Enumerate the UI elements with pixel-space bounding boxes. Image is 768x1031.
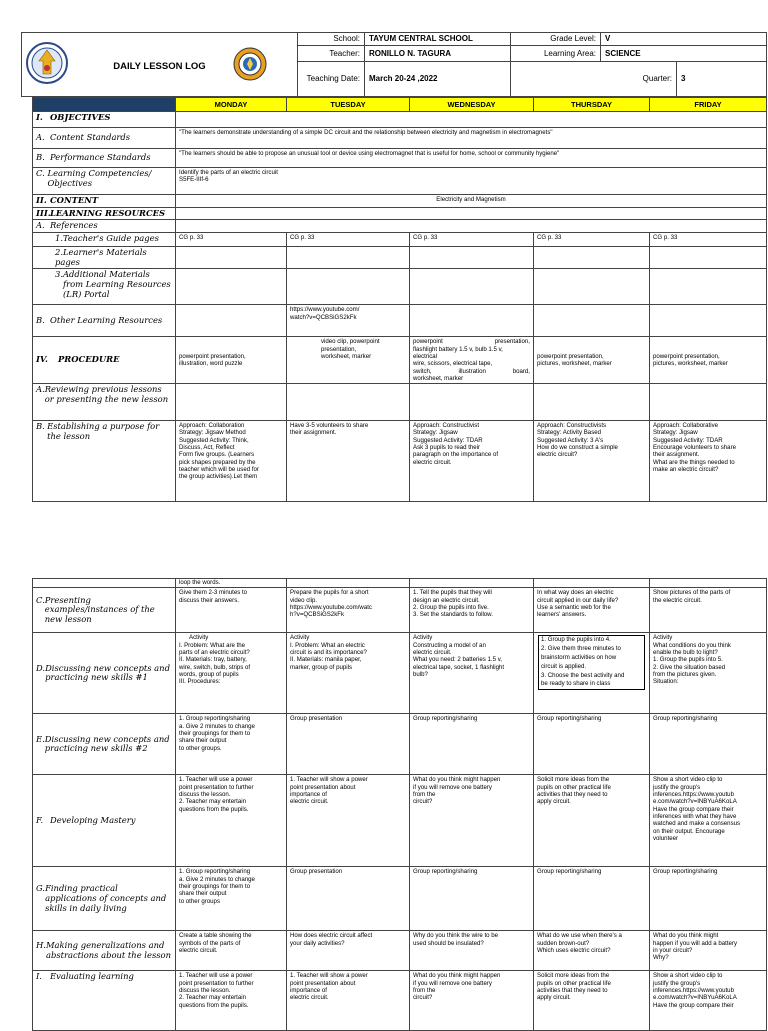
corner-cell (33, 98, 176, 112)
presenting-wed: 1. Tell the pupils that they will design an electric circuit. 2. Group the pupils into five. 3. Set the standards to follow. (410, 588, 534, 633)
purpose-thu: Approach: Constructivists Strategy: Activity Based Suggested Activity: 3 A's How do we construct a simple electric circuit? (534, 421, 650, 502)
row-other-resources-label: B. Other Learning Resources (33, 305, 176, 337)
generalizations-wed: Why do you think the wire to be used should be insulated? (410, 931, 534, 971)
additional-materials-mon (176, 269, 287, 305)
date-label: Teaching Date: (298, 62, 365, 97)
evaluating-tue: 1. Teacher will show a power point presentation about importance of electric circuit. (287, 971, 410, 1031)
row-references-content (176, 220, 767, 233)
additional-materials-wed (410, 269, 534, 305)
mastery-thu: Solicit more ideas from the pupils on other practical life activities that they need to apply circuit. (534, 775, 650, 867)
row-practical-label: G. Finding practical applications of concepts and skills in daily living (33, 867, 176, 931)
practical-thu: Group reporting/sharing (534, 867, 650, 931)
new-concepts-1-tue: Activity I. Problem: What an electric circuit is and its importance? II. Materials: manila paper, marker, group of pupils (287, 633, 410, 714)
presenting-tue: Prepare the pupils for a short video clip. https://www.youtube.com/watc h?v=QCBSiGS2kFk (287, 588, 410, 633)
row-competencies-label: C. Learning Competencies/ Objectives (33, 168, 176, 195)
other-resources-mon (176, 305, 287, 337)
quarter-value: 3 (677, 62, 767, 97)
generalizations-mon: Create a table showing the symbols of the parts of electric circuit. (176, 931, 287, 971)
new-concepts-2-thu: Group reporting/sharing (534, 714, 650, 775)
new-concepts-2-fri: Group reporting/sharing (650, 714, 767, 775)
other-resources-thu (534, 305, 650, 337)
mastery-mon: 1. Teacher will use a power point presentation to further discuss the lesson. 2. Teacher may entertain questions from the pupils. (176, 775, 287, 867)
teachers-guide-fri: CG p. 33 (650, 232, 767, 246)
procedure-fri: powerpoint presentation, pictures, worksheet, marker (650, 337, 767, 384)
row-performance-standards-label: B. Performance Standards (33, 149, 176, 168)
row-content-standards-label: A. Content Standards (33, 128, 176, 149)
grade-value: V (601, 33, 767, 46)
other-resources-tue: https://www.youtube.com/ watch?v=QCBSiGS2kFk (287, 305, 410, 337)
purpose-mon: Approach: Collaboration Strategy: Jigsaw Method Suggested Activity: Think, Discuss, Act, Reflect Form five groups. (Learners pick shapes prepared by the teacher which will be used for the group activities).Let them (176, 421, 287, 502)
row-new-concepts-2-label: E. Discussing new concepts and practicing new skills #2 (33, 714, 176, 775)
presenting-thu: In what way does an electric circuit applied in our daily life? Use a semantic web for the learners' answers. (534, 588, 650, 633)
practical-wed: Group reporting/sharing (410, 867, 534, 931)
teachers-guide-thu: CG p. 33 (534, 232, 650, 246)
evaluating-fri: Show a short video clip to justify the group's inferences.https://www.youtub e.com/watch?v=INBYuA6KoLA Have the group compare their (650, 971, 767, 1031)
teachers-guide-wed: CG p. 33 (410, 232, 534, 246)
area-label: Learning Area: (511, 46, 601, 62)
lesson-log-table (32, 97, 767, 502)
date-value: March 20-24 ,2022 (365, 62, 511, 97)
row-references-label: A. References (33, 220, 176, 233)
lesson-log-table-continued (32, 578, 767, 1031)
learners-materials-thu (534, 246, 650, 268)
competencies-text: Identify the parts of an electric circuit S5FE-IIIf-6 (176, 168, 767, 195)
procedure-thu: powerpoint presentation, pictures, worksheet, marker (534, 337, 650, 384)
carry-label (33, 579, 176, 588)
reviewing-thu (534, 384, 650, 421)
learners-materials-tue (287, 246, 410, 268)
new-concepts-1-wed: Activity Constructing a model of an electric circuit. What you need: 2 batteries 1.5 v, electrical tape, socket, 1 flashlight bulb? (410, 633, 534, 714)
learners-materials-mon (176, 246, 287, 268)
generalizations-thu: What do we use when there's a sudden brown-out? Which uses electric circuit? (534, 931, 650, 971)
teachers-guide-tue: CG p. 33 (287, 232, 410, 246)
procedure-tue: video clip, powerpoint presentation, worksheet, marker (287, 337, 410, 384)
new-concepts-2-wed: Group reporting/sharing (410, 714, 534, 775)
content-standards-text: "The learners demonstrate understanding of a simple DC circuit and the relationship between electricity and magnetism in electromagnets" (176, 128, 767, 149)
page-title: DAILY LESSON LOG (113, 61, 206, 72)
row-new-concepts-1-label: D. Discussing new concepts and practicing new skills #1 (33, 633, 176, 714)
row-objectives-content (176, 112, 767, 128)
day-header-monday: MONDAY (176, 98, 287, 112)
school-value: TAYUM CENTRAL SCHOOL (365, 33, 511, 46)
content-text: Electricity and Magnetism (176, 195, 767, 208)
school-label: School: (298, 33, 365, 46)
teacher-value: RONILLO N. TAGURA (365, 46, 511, 62)
day-header-friday: FRIDAY (650, 98, 767, 112)
reviewing-tue (287, 384, 410, 421)
evaluating-wed: What do you think might happen if you will remove one battery from the circuit? (410, 971, 534, 1031)
row-mastery-label: F. Developing Mastery (33, 775, 176, 867)
row-content-label: II. CONTENT (33, 195, 176, 208)
row-presenting-label: C. Presenting examples/instances of the new lesson (33, 588, 176, 633)
carry-wed (410, 579, 534, 588)
new-concepts-1-mon: Activity I. Problem: What are the parts of an electric circuit? II. Materials: tray, battery, wire, switch, bulb, strips of words, group of pupils III. Procedures: (176, 633, 287, 714)
practical-mon: 1. Group reporting/sharing a. Give 2 minutes to change their groupings for them to share their output to other groups (176, 867, 287, 931)
practical-fri: Group reporting/sharing (650, 867, 767, 931)
other-resources-fri (650, 305, 767, 337)
row-purpose-label: B. Establishing a purpose for the lesson (33, 421, 176, 502)
row-additional-materials-label: 3. Additional Materials from Learning Resources (LR) Portal (33, 269, 176, 305)
row-reviewing-label: A. Reviewing previous lessons or presenting the new lesson (33, 384, 176, 421)
row-teachers-guide-label: 1.Teacher's Guide pages (33, 232, 176, 246)
row-resources-content (176, 207, 767, 220)
row-generalizations-label: H. Making generalizations and abstractions about the lesson (33, 931, 176, 971)
area-value: SCIENCE (601, 46, 767, 62)
row-resources-label: III.LEARNING RESOURCES (33, 207, 176, 220)
additional-materials-fri (650, 269, 767, 305)
new-concepts-2-tue: Group presentation (287, 714, 410, 775)
evaluating-mon: 1. Teacher will use a power point presentation to further discuss the lesson. 2. Teacher may entertain questions from the pupils. (176, 971, 287, 1031)
carry-thu (534, 579, 650, 588)
mastery-tue: 1. Teacher will show a power point presentation about importance of electric circuit. (287, 775, 410, 867)
reviewing-mon (176, 384, 287, 421)
new-concepts-2-mon: 1. Group reporting/sharing a. Give 2 minutes to change their groupings for them to share their output to other groups. (176, 714, 287, 775)
evaluating-thu: Solicit more ideas from the pupils on other practical life activities that they need to apply circuit. (534, 971, 650, 1031)
header-table (21, 32, 767, 97)
header-title-cell (22, 33, 298, 97)
purpose-tue: Have 3-5 volunteers to share their assignment. (287, 421, 410, 502)
performance-standards-text: "The learners should be able to propose an unusual tool or device using electromagnet that is useful for home, school or community hygiene" (176, 149, 767, 168)
row-procedure-label: IV. PROCEDURE (33, 337, 176, 384)
day-header-wednesday: WEDNESDAY (410, 98, 534, 112)
reviewing-wed (410, 384, 534, 421)
generalizations-fri: What do you think might happen if you will add a battery in your circuit? Why? (650, 931, 767, 971)
row-objectives-label: I. OBJECTIVES (33, 112, 176, 128)
day-header-tuesday: TUESDAY (287, 98, 410, 112)
procedure-mon: powerpoint presentation, illustration, word puzzle (176, 337, 287, 384)
presenting-fri: Show pictures of the parts of the electric circuit. (650, 588, 767, 633)
row-evaluating-label: I. Evaluating learning (33, 971, 176, 1031)
procedure-wed: powerpoint presentation, flashlight battery 1.5 v, bulb 1.5 v, electrical wire, scissors, electrical tape, switch, illustration board, worksheet, marker (410, 337, 534, 384)
teacher-label: Teacher: (298, 46, 365, 62)
row-learners-materials-label: 2.Learner's Materials pages (33, 246, 176, 268)
mastery-fri: Show a short video clip to justify the group's inferences.https://www.youtub e.com/watch?v=INBYuA6KoLA Have the group compare their inferences with what they have watched and make a consensus on their output. Encourage volunteer (650, 775, 767, 867)
learners-materials-fri (650, 246, 767, 268)
carry-tue (287, 579, 410, 588)
learners-materials-wed (410, 246, 534, 268)
presenting-mon: Give them 2-3 minutes to discuss their answers. (176, 588, 287, 633)
generalizations-tue: How does electric circuit affect your daily activities? (287, 931, 410, 971)
carry-mon: loop the words. (176, 579, 287, 588)
practical-tue: Group presentation (287, 867, 410, 931)
new-concepts-1-thu: 1. Group the pupils into 4. 2. Give them three minutes to brainstorm activities on how circuit is applied. 3. Choose the best activity and be ready to share in class (534, 633, 650, 714)
purpose-fri: Approach: Collaborative Strategy: Jigsaw Suggested Activity: TDAR Encourage volunteers to share their assignment. What are the things needed to make an electric circuit? (650, 421, 767, 502)
new-concepts-1-fri: Activity What conditions do you think enable the bulb to light? 1. Group the pupils into 5. 2. Give the situation based from the pictures given. Situation: (650, 633, 767, 714)
additional-materials-tue (287, 269, 410, 305)
purpose-wed: Approach: Constructivist Strategy: Jigsaw Suggested Activity: TDAR Ask 3 pupils to read their paragraph on the importance of electric circuit. (410, 421, 534, 502)
teachers-guide-mon: CG p. 33 (176, 232, 287, 246)
additional-materials-thu (534, 269, 650, 305)
quarter-label: Quarter: (511, 62, 677, 97)
school-seal-icon (233, 47, 267, 81)
grade-label: Grade Level: (511, 33, 601, 46)
carry-fri (650, 579, 767, 588)
day-header-thursday: THURSDAY (534, 98, 650, 112)
reviewing-fri (650, 384, 767, 421)
mastery-wed: What do you think might happen if you will remove one battery from the circuit? (410, 775, 534, 867)
other-resources-wed (410, 305, 534, 337)
